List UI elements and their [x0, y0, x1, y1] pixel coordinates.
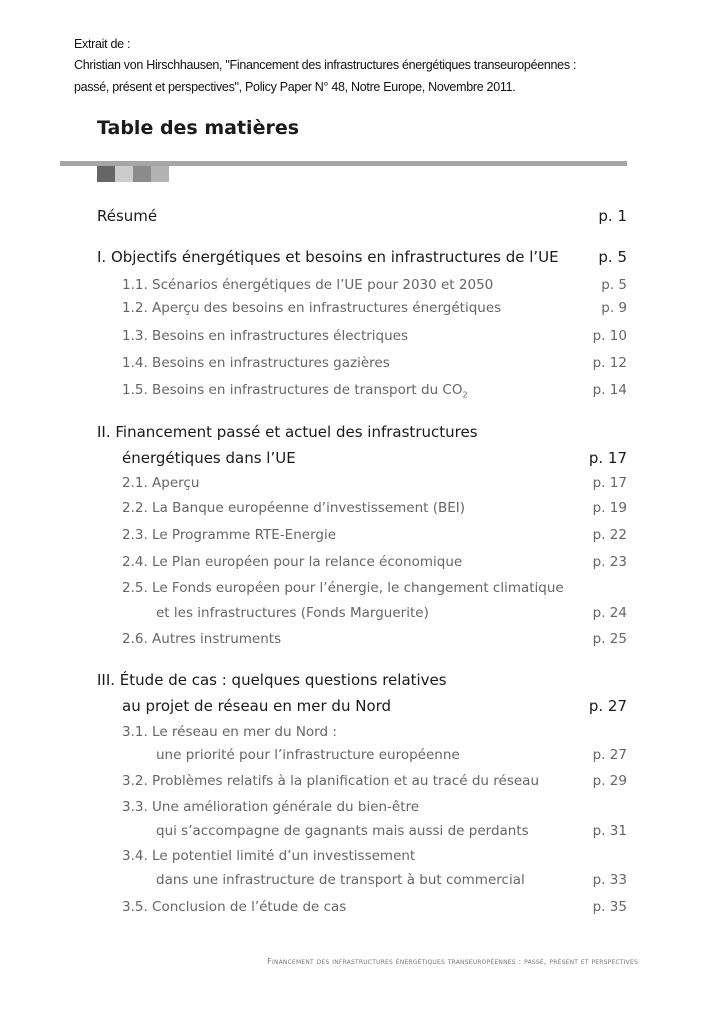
- entry-label: 1.4. Besoins en infrastructures gazières: [122, 355, 390, 371]
- entry-page: p. 17: [592, 475, 627, 491]
- entry-page: p. 22: [592, 527, 627, 543]
- page-title: Table des matières: [97, 117, 300, 139]
- entry-page: p. 10: [592, 328, 627, 344]
- entry-page: p. 5: [601, 277, 627, 293]
- entry-page: p. 14: [592, 382, 627, 398]
- entry-label: 2.1. Aperçu: [122, 475, 200, 491]
- entry-label: 3.2. Problèmes relatifs à la planification et au tracé du réseau: [122, 773, 539, 789]
- entry-page: p. 27: [588, 697, 627, 715]
- entry-label: 2.6. Autres instruments: [122, 631, 282, 647]
- entry-label: et les infrastructures (Fonds Marguerite): [156, 605, 429, 621]
- running-footer: Financement des infrastructures énergétiques transeuropéennes : passé, présent et perspectives: [267, 957, 638, 966]
- entry-page: p. 5: [598, 248, 627, 266]
- entry-label: 2.4. Le Plan européen pour la relance économique: [122, 554, 463, 570]
- entry-page: p. 23: [592, 554, 627, 570]
- entry-label: I. Objectifs énergétiques et besoins en infrastructures de l’UE: [97, 248, 559, 266]
- entry-page: p. 25: [592, 631, 627, 647]
- entry-page: p. 19: [592, 500, 627, 516]
- entry-page: p. 27: [592, 747, 627, 763]
- entry-label-text: 1.5. Besoins en infrastructures de transport du CO: [122, 382, 463, 398]
- entry-label: 2.3. Le Programme RTE-Energie: [122, 527, 337, 543]
- entry-label: 3.3. Une amélioration générale du bien-être: [122, 799, 420, 815]
- entry-label: énergétiques dans l’UE: [122, 449, 296, 467]
- entry-page: p. 24: [592, 605, 627, 621]
- entry-label: 3.4. Le potentiel limité d’un investissement: [122, 848, 416, 864]
- extract-label: Extrait de :: [74, 37, 131, 51]
- entry-label: 1.2. Aperçu des besoins en infrastructures énergétiques: [122, 300, 502, 316]
- citation-line-2: passé, présent et perspectives", Policy Paper N° 48, Notre Europe, Novembre 2011.: [74, 80, 516, 94]
- entry-page: p. 31: [592, 823, 627, 839]
- entry-label: 2.5. Le Fonds européen pour l’énergie, le changement climatique: [122, 580, 564, 596]
- entry-page: p. 12: [592, 355, 627, 371]
- entry-label: 2.2. La Banque européenne d’investissement (BEI): [122, 500, 466, 516]
- entry-page: p. 35: [592, 899, 627, 915]
- entry-page: p. 33: [592, 872, 627, 888]
- entry-label: III. Étude de cas : quelques questions relatives: [97, 671, 447, 689]
- entry-page: p. 1: [598, 207, 627, 225]
- entry-page: p. 9: [601, 300, 627, 316]
- entry-label: Résumé: [97, 207, 158, 225]
- subscript: 2: [462, 390, 468, 400]
- entry-label: 1.3. Besoins en infrastructures électriques: [122, 328, 409, 344]
- entry-label: 3.5. Conclusion de l’étude de cas: [122, 899, 347, 915]
- entry-label: II. Financement passé et actuel des infrastructures: [97, 423, 478, 441]
- decor-square: [115, 166, 133, 182]
- entry-label: une priorité pour l’infrastructure européenne: [156, 747, 460, 763]
- citation-line-1: Christian von Hirschhausen, "Financement des infrastructures énergétiques transeuropéennes :: [74, 58, 577, 72]
- entry-label: dans une infrastructure de transport à but commercial: [156, 872, 525, 888]
- entry-label: 1.1. Scénarios énergétiques de l’UE pour 2030 et 2050: [122, 277, 494, 293]
- entry-page: p. 17: [588, 449, 627, 467]
- decor-square: [133, 166, 151, 182]
- decor-square: [151, 166, 169, 182]
- entry-label: 3.1. Le réseau en mer du Nord :: [122, 724, 337, 740]
- entry-label: qui s’accompagne de gagnants mais aussi de perdants: [156, 823, 529, 839]
- entry-label: au projet de réseau en mer du Nord: [122, 697, 392, 715]
- entry-label: [122, 382, 468, 400]
- entry-page: p. 29: [592, 773, 627, 789]
- decor-square: [97, 166, 115, 182]
